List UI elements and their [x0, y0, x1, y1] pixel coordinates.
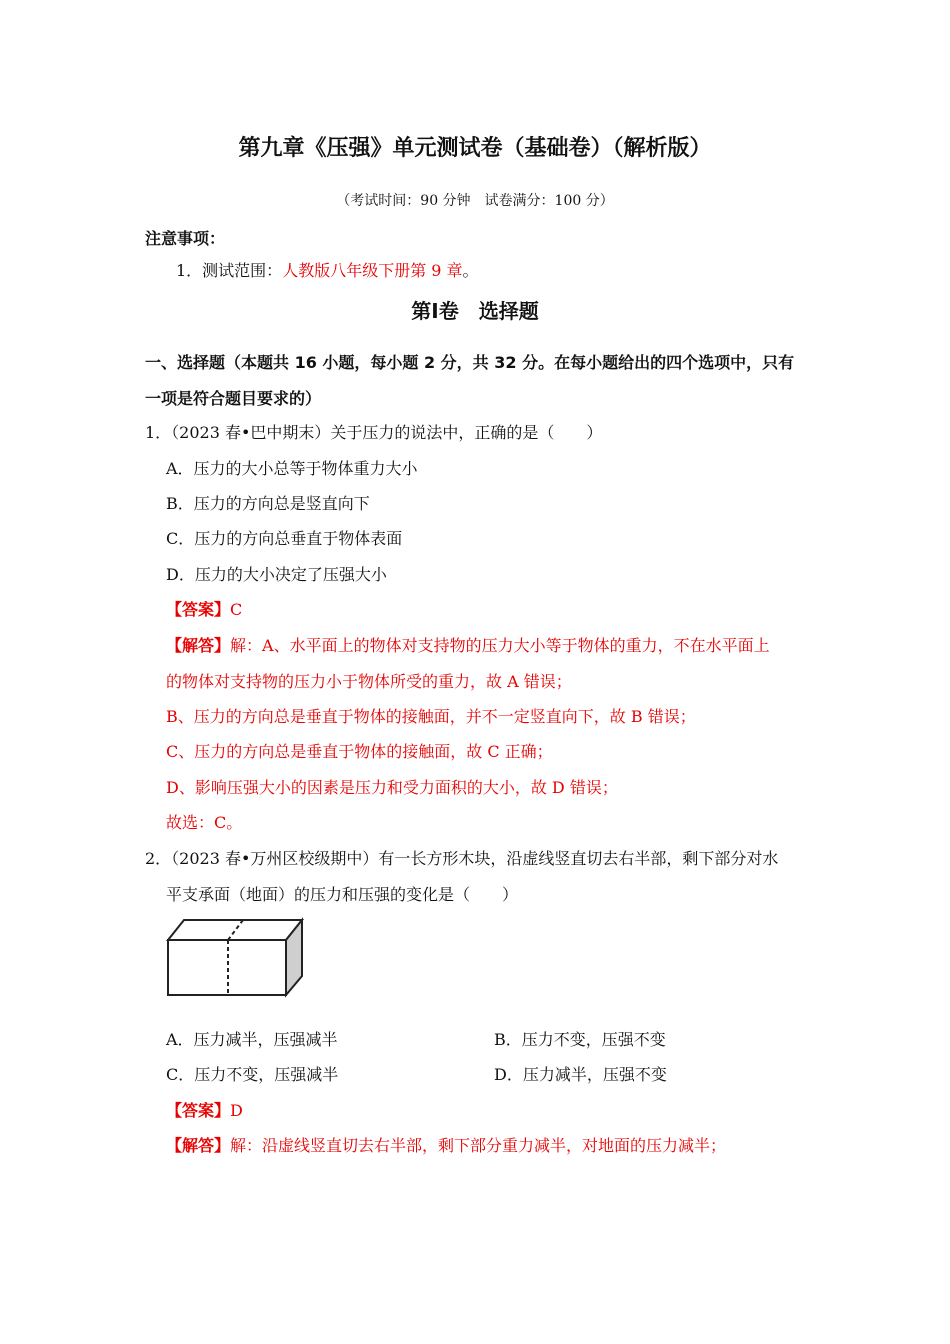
answer-value: D	[230, 1101, 243, 1120]
analysis-tag: 【解答】	[166, 636, 231, 655]
page-title: 第九章《压强》单元测试卷（基础卷）（解析版）	[238, 136, 712, 161]
question-1-answer	[166, 599, 242, 621]
answer-tag: 【答案】	[166, 1101, 231, 1120]
question-2-stem-line2: 平支承面（地面）的压力和压强的变化是（ ）	[166, 885, 519, 904]
analysis-tag: 【解答】	[166, 1136, 231, 1155]
question-1-option-b: B．压力的方向总是竖直向下	[166, 494, 370, 513]
analysis-text: 解：A、水平面上的物体对支持物的压力大小等于物体的重力，不在水平面上	[230, 636, 770, 655]
notice-heading: 注意事项：	[145, 229, 226, 248]
question-1-analysis-line2: 的物体对支持物的压力小于物体所受的重力，故 A 错误；	[166, 672, 572, 691]
question-2-option-c: C．压力不变，压强减半	[166, 1065, 339, 1084]
question-1-analysis-line5: D、影响压强大小的因素是压力和受力面积的大小，故 D 错误；	[166, 778, 618, 797]
analysis-text: 解：沿虚线竖直切去右半部，剩下部分重力减半，对地面的压力减半；	[230, 1136, 727, 1155]
block-top-face	[168, 920, 302, 940]
question-1-option-a: A．压力的大小总等于物体重力大小	[166, 459, 418, 478]
question-2-analysis-line1	[166, 1135, 726, 1157]
answer-value: C	[230, 600, 243, 619]
notice-item-prefix: 1．测试范围：	[176, 261, 283, 280]
part-intro-line2: 一项是符合题目要求的）	[145, 389, 322, 408]
wooden-block-figure	[162, 914, 310, 1000]
question-1-analysis-line6: 故选：C。	[166, 813, 243, 832]
question-1-option-c: C．压力的方向总垂直于物体表面	[166, 529, 403, 548]
exam-info: （考试时间：90 分钟 试卷满分：100 分）	[336, 193, 614, 209]
part-intro-line1: 一、选择题（本题共 16 小题，每小题 2 分，共 32 分。在每小题给出的四个选项中，只有	[145, 353, 795, 372]
notice-item-suffix: 。	[462, 261, 479, 280]
section-title: 第Ⅰ卷 选择题	[411, 299, 539, 323]
question-1-stem: 1．（2023 春•巴中期末）关于压力的说法中，正确的是（ ）	[145, 423, 603, 442]
question-2-stem-line1: 2．（2023 春•万州区校级期中）有一长方形木块，沿虚线竖直切去右半部，剩下部分对水	[145, 849, 779, 868]
notice-item-1	[176, 260, 479, 282]
question-2-option-a: A．压力减半，压强减半	[166, 1030, 338, 1049]
answer-tag: 【答案】	[166, 600, 231, 619]
question-1-analysis-line1	[166, 635, 770, 657]
question-1-option-d: D．压力的大小决定了压强大小	[166, 565, 387, 584]
question-2-option-d: D．压力减半，压强不变	[494, 1065, 667, 1084]
question-1-analysis-line3: B、压力的方向总是垂直于物体的接触面，并不一定竖直向下，故 B 错误；	[166, 707, 696, 726]
question-2-option-b: B．压力不变，压强不变	[494, 1030, 666, 1049]
notice-scope: 人教版八年级下册第 9 章	[282, 261, 463, 280]
question-1-analysis-line4: C、压力的方向总是垂直于物体的接触面，故 C 正确；	[166, 742, 553, 761]
question-2-answer	[166, 1100, 243, 1122]
